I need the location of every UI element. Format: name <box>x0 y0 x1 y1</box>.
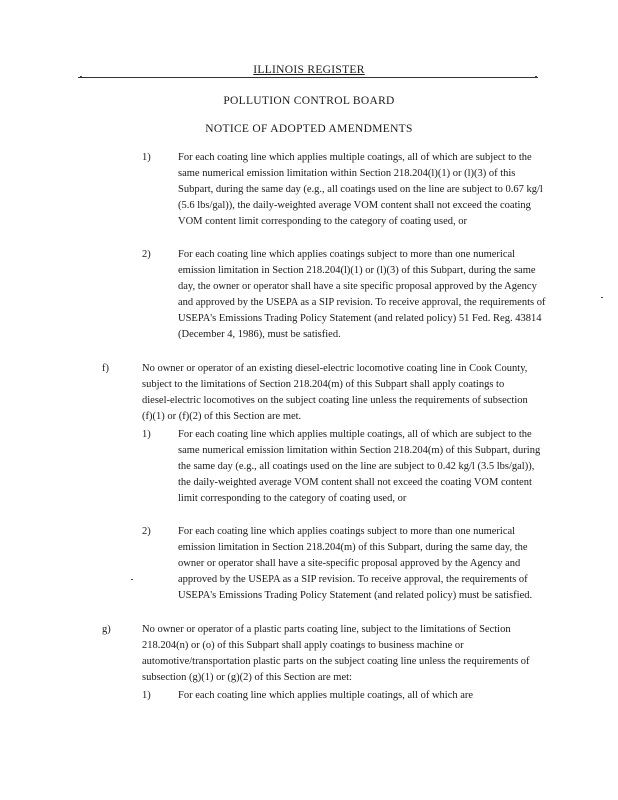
paragraph-number: g) <box>102 624 111 635</box>
scan-speck <box>535 76 537 77</box>
paragraph-number: 1) <box>142 152 151 163</box>
paragraph-number: 1) <box>142 690 151 701</box>
scan-speck <box>601 297 603 298</box>
paragraph-text: For each coating line which applies multiple coatings, all of which are subject to the same numerical emission limitation within Section 218.204(l)(1) or (l)(3) of this Subpart, during the same day (e.g., all coatings used on the line are subject to 0.67 kg/l (5.6 lbs/gal)), the daily-weighted average VOM content shall not exceed the coating VOM content limit corresponding to the category of coating used, or <box>178 152 543 227</box>
paragraph-text: For each coating line which applies coatings subject to more than one numerical emission limitation in Section 218.204(m) of this Subpart, during the same day, the owner or operator shall have a site-specific proposal approved by the Agency and approved by the USEPA as a SIP revision. To receive approval, the requirements of USEPA's Emissions Trading Policy Statement (and related policy) must be satisfied. <box>178 526 533 601</box>
register-title: ILLINOIS REGISTER <box>253 64 365 76</box>
paragraph-text: For each coating line which applies multiple coatings, all of which are subject to the same numerical emission limitation within Section 218.204(m) of this Subpart, during the same day (e.g., all coatings used on the line are subject to 0.42 kg/l (3.5 lbs/gal)), the daily-weighted average VOM content shall not exceed the coating VOM content limit corresponding to the category of coating used, or <box>178 429 541 504</box>
paragraph-text: No owner or operator of a plastic parts coating line, subject to the limitations of Section 218.204(n) or (o) of this Subpart shall apply coatings to business machine or automotive/transportation plastic parts on the subject coating line unless the requirements of subsection (g)(1) or (g)(2) of this Section are met: <box>142 624 530 683</box>
paragraph-number: f) <box>102 363 109 374</box>
paragraph-number: 2) <box>142 526 151 537</box>
scan-speck <box>80 76 82 77</box>
notice-title: NOTICE OF ADOPTED AMENDMENTS <box>205 123 413 135</box>
scan-speck <box>131 579 133 580</box>
paragraph-number: 1) <box>142 429 151 440</box>
paragraph-text: No owner or operator of an existing diesel-electric locomotive coating line in Cook County, subject to the limitations of Section 218.204(m) of this Subpart shall apply coatings to diesel-electric locomotives on the subject coating line unless the requirements of subsection (f)(1) or (f)(2) of this Section are met. <box>142 363 528 422</box>
paragraph-number: 2) <box>142 249 151 260</box>
board-name: POLLUTION CONTROL BOARD <box>223 95 395 107</box>
paragraph-text: For each coating line which applies multiple coatings, all of which are <box>178 690 474 701</box>
paragraph-text: For each coating line which applies coatings subject to more than one numerical emission limitation in Section 218.204(l)(1) or (l)(3) of this Subpart, during the same day, the owner or operator shall have a site specific proposal approved by the Agency and approved by the USEPA as a SIP revision. To receive approval, the requirements of USEPA's Emissions Trading Policy Statement (and related policy) 51 Fed. Reg. 43814 (December 4, 1986), must be satisfied. <box>178 249 546 340</box>
header-rule <box>78 77 538 78</box>
